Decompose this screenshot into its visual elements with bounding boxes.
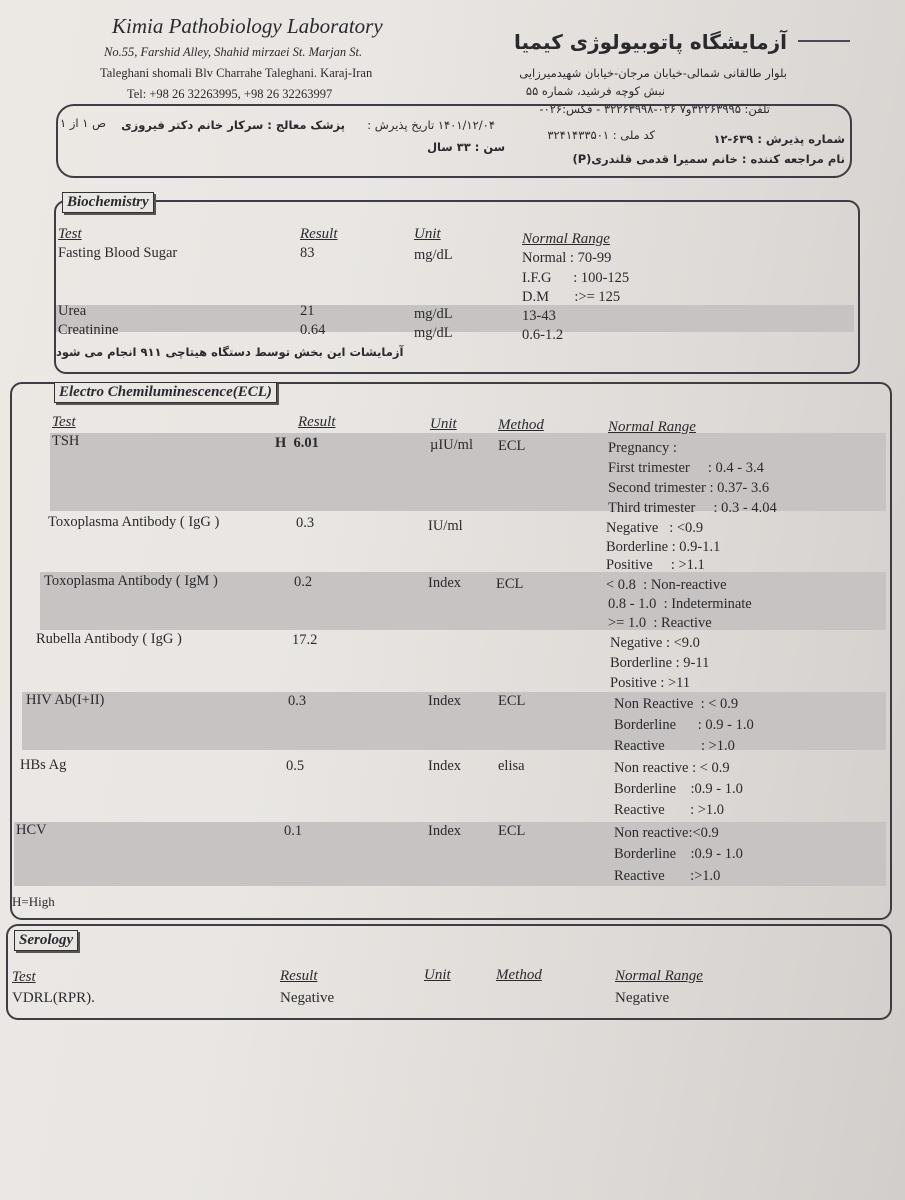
national-code: کد ملی : ۳۲۴۱۴۳۳۵۰۱ — [547, 128, 655, 142]
ecl-range-toxo-igg-1: Negative : <0.9 — [606, 520, 704, 536]
ecl-unit-toxo-igm: Index — [428, 575, 462, 591]
bio-range-urea: 13-43 — [522, 308, 556, 324]
ecl-range-hcv-2: Borderline :0.9 - 1.0 — [614, 846, 743, 862]
ecl-range-hiv-2: Borderline : 0.9 - 1.0 — [614, 717, 754, 733]
patient-age: سن : ۳۳ سال — [427, 140, 505, 154]
bio-header-range: Normal Range — [522, 231, 610, 247]
bio-test-urea: Urea — [58, 303, 87, 319]
ecl-range-toxo-igg-2: Borderline : 0.9-1.1 — [606, 539, 721, 555]
ecl-range-hcv-3: Reactive :>1.0 — [614, 868, 721, 884]
ser-header-test: Test — [12, 969, 36, 985]
ecl-result-hcv: 0.1 — [284, 823, 303, 839]
ecl-range-rubella-1: Negative : <9.0 — [610, 635, 700, 651]
ecl-method-hcv: ECL — [498, 823, 526, 839]
bio-test-fbs: Fasting Blood Sugar — [58, 245, 178, 261]
ecl-range-hcv-1: Non reactive:<0.9 — [614, 825, 719, 841]
lab-name-fa: آزمایشگاه پاتوبیولوژی کیمیا — [513, 30, 787, 54]
ecl-range-tsh-2: First trimester : 0.4 - 3.4 — [608, 460, 764, 476]
ecl-range-rubella-3: Positive : >11 — [610, 675, 691, 691]
lab-address-line-2: Taleghani shomali Blv Charrahe Taleghani. Karaj-Iran — [100, 66, 373, 80]
ecl-test-tsh: TSH — [52, 433, 80, 449]
bio-header-unit: Unit — [414, 226, 441, 242]
lab-address-fa-2: نبش کوچه فرشید، شماره ۵۵ — [525, 84, 665, 98]
bio-range-fbs-2: I.F.G : 100-125 — [522, 270, 630, 286]
ecl-range-toxo-igm-3: >= 1.0 : Reactive — [608, 615, 712, 631]
bio-result-urea: 21 — [300, 303, 315, 319]
lab-phone: Tel: +98 26 32263995, +98 26 32263997 — [127, 87, 333, 101]
ecl-range-hbsag-3: Reactive : >1.0 — [614, 802, 725, 818]
page-number: ص ۱ از ۱ — [60, 116, 106, 130]
ecl-range-hiv-1: Non Reactive : < 0.9 — [614, 696, 739, 712]
bio-device-note: آزمایشات این بخش توسط دستگاه هیتاچی ۹۱۱ انجام می شود — [56, 345, 404, 359]
ecl-header-method: Method — [498, 417, 544, 433]
bio-result-creatinine: 0.64 — [300, 322, 326, 338]
ser-test-vdrl: VDRL(RPR). — [12, 990, 95, 1006]
ecl-header-range: Normal Range — [608, 419, 696, 435]
bio-test-creatinine: Creatinine — [58, 322, 119, 338]
lab-name-en: Kimia Pathobiology Laboratory — [112, 14, 383, 38]
ecl-result-hbsag: 0.5 — [286, 758, 305, 774]
ecl-range-toxo-igg-3: Positive : >1.1 — [606, 557, 705, 573]
reception-number: شماره پذیرش : ۶۳۹-۱۲ — [713, 132, 845, 146]
ecl-header-unit: Unit — [430, 416, 457, 432]
ecl-result-toxo-igg: 0.3 — [296, 515, 315, 531]
ecl-method-hiv: ECL — [498, 693, 526, 709]
bio-range-fbs-3: D.M :>= 125 — [522, 289, 621, 305]
ecl-test-toxo-igg: Toxoplasma Antibody ( IgG ) — [48, 514, 220, 530]
ecl-range-hbsag-2: Borderline :0.9 - 1.0 — [614, 781, 743, 797]
corner-rule — [798, 40, 850, 42]
bio-unit-creatinine: mg/dL — [414, 325, 453, 341]
ecl-range-toxo-igm-1: < 0.8 : Non-reactive — [606, 577, 727, 593]
reception-date: ۱۴۰۱/۱۲/۰۴ تاریخ پذیرش : — [367, 118, 495, 132]
ser-header-unit: Unit — [424, 967, 451, 983]
ecl-header-result: Result — [298, 414, 336, 430]
ecl-method-toxo-igm: ECL — [496, 576, 524, 592]
ecl-test-hcv: HCV — [16, 822, 47, 838]
ecl-footnote: H=High — [12, 894, 55, 909]
ecl-unit-hbsag: Index — [428, 758, 462, 774]
bio-range-fbs-1: Normal : 70-99 — [522, 250, 612, 266]
ecl-range-tsh-4: Third trimester : 0.3 - 4.04 — [608, 500, 777, 516]
doctor-name: پزشک معالج : سرکار خانم دکتر فیروزی — [121, 118, 345, 132]
lab-address-line-1: No.55, Farshid Alley, Shahid mirzaei St. Marjan St. — [104, 45, 363, 59]
ecl-unit-hcv: Index — [428, 823, 462, 839]
bio-result-fbs: 83 — [300, 245, 315, 261]
ser-result-vdrl: Negative — [280, 990, 335, 1006]
ecl-result-hiv: 0.3 — [288, 693, 307, 709]
bio-header-test: Test — [58, 226, 82, 242]
ecl-method-hbsag: elisa — [498, 758, 525, 774]
ecl-method-tsh: ECL — [498, 438, 526, 454]
patient-name: نام مراجعه کننده : خانم سمیرا قدمی قلندری(P) — [572, 152, 845, 166]
ser-header-method: Method — [496, 967, 542, 983]
ser-range-vdrl: Negative — [615, 990, 670, 1006]
ecl-range-toxo-igm-2: 0.8 - 1.0 : Indeterminate — [608, 596, 752, 612]
ecl-result-rubella: 17.2 — [292, 632, 318, 648]
ecl-range-rubella-2: Borderline : 9-11 — [610, 655, 710, 671]
ecl-test-hiv: HIV Ab(I+II) — [26, 692, 105, 708]
biochemistry-title: Biochemistry — [62, 192, 154, 213]
lab-address-fa-1: بلوار طالقانی شمالی-خیابان مرجان-خیابان شهیدمیرزایی — [519, 66, 787, 80]
bio-unit-urea: mg/dL — [414, 306, 453, 322]
ecl-range-hiv-3: Reactive : >1.0 — [614, 738, 735, 754]
ecl-result-toxo-igm: 0.2 — [294, 574, 313, 590]
ser-header-result: Result — [280, 968, 318, 984]
bio-unit-fbs: mg/dL — [414, 247, 453, 263]
serology-title: Serology — [14, 930, 78, 951]
ecl-unit-hiv: Index — [428, 693, 462, 709]
ecl-test-toxo-igm: Toxoplasma Antibody ( IgM ) — [44, 573, 218, 589]
ecl-range-hbsag-1: Non reactive : < 0.9 — [614, 760, 730, 776]
ecl-unit-toxo-igg: IU/ml — [428, 518, 463, 534]
ecl-unit-tsh: µIU/ml — [430, 437, 473, 453]
ecl-range-tsh-3: Second trimester : 0.37- 3.6 — [608, 480, 770, 496]
ecl-title: Electro Chemiluminescence(ECL) — [54, 382, 277, 403]
ecl-test-hbsag: HBs Ag — [20, 757, 67, 773]
ser-header-range: Normal Range — [615, 968, 703, 984]
bio-range-creatinine: 0.6-1.2 — [522, 327, 564, 343]
bio-header-result: Result — [300, 226, 338, 242]
row-shade — [56, 305, 854, 332]
ecl-test-rubella: Rubella Antibody ( IgG ) — [36, 631, 182, 647]
ecl-header-test: Test — [52, 414, 76, 430]
lab-phone-fa: تلفن: ۳۲۲۶۳۹۹۵و۷ ۰۲۶-۳۲۲۶۳۹۹۸ - فکس:۰۲۶- — [539, 102, 770, 116]
ecl-range-tsh-1: Pregnancy : — [608, 440, 677, 456]
ecl-result-tsh: H 6.01 — [275, 435, 319, 451]
